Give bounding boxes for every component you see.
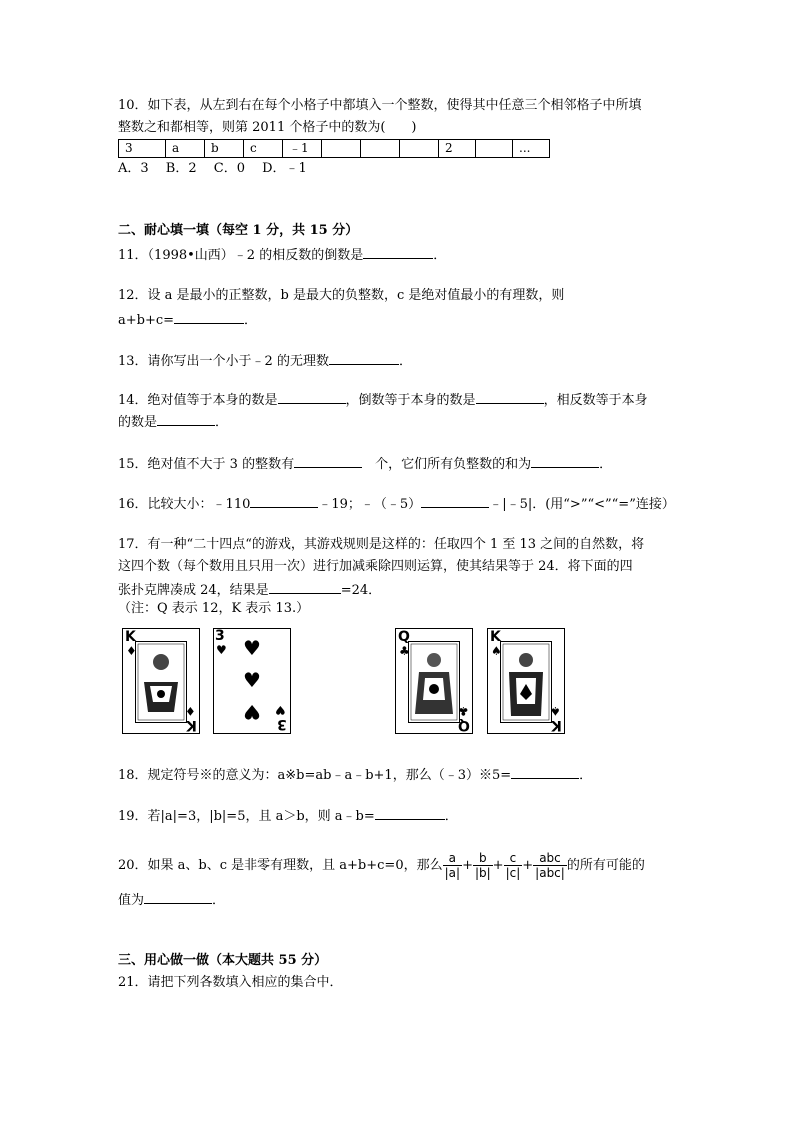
q11: 11．（1998•山西）﹣2 的相反数的倒数是 ． [118,245,446,265]
answer-blank[interactable] [278,390,346,404]
section2-heading: 二、耐心填一填（每空 1 分，共 15 分） [118,223,359,238]
face-card-figure [135,641,187,723]
table-cell: 2 [439,140,476,158]
playing-card-queen-clubs: Q ♣ ♣ Q [395,628,473,734]
q17-line3: 张扑克牌凑成 24，结果是 =24． [118,580,381,600]
answer-blank[interactable] [511,765,579,779]
heart-icon: ♥ [275,703,286,717]
playing-card-king-spades: K ♠ ♠ K [487,628,565,734]
q18: 18．规定符号※的意义为：a※b=ab﹣a﹣b+1，那么（﹣3）※5= ． [118,765,592,785]
q13: 13．请你写出一个小于﹣2 的无理数 ． [118,351,412,371]
table-cell: b [205,140,244,158]
q10-line1: 10．如下表，从左到右在每个小格子中都填入一个整数，使得其中任意三个相邻格子中所填 [118,98,642,113]
heart-icon: ♥ [243,636,261,660]
fraction: $\frac{b}{|b|}$ [474,851,491,880]
q20-line1: 20．如果 a、b、c 是非零有理数，且 a+b+c=0，那么 $\frac{a}{|a|}$ + $\frac{b}{|b|}$ + $\frac{c}{|c|}$ + $\frac{\text{abc}}{\text{|abc|}}$ 的所有可能的 [118,851,645,880]
face-card-figure [500,641,552,723]
fraction: $\frac{a}{|a|}$ [444,851,461,880]
face-card-figure [408,641,460,723]
answer-blank[interactable] [421,494,489,508]
q14-line1: 14．绝对值等于本身的数是 ，倒数等于本身的数是 ，相反数等于本身 [118,390,648,410]
q17-line1: 17．有一种“二十四点“的游戏，其游戏规则是这样的：任取四个 1 至 13 之间的自然数，将 [118,537,645,552]
heart-icon: ♥ [243,700,261,724]
answer-blank[interactable] [250,494,318,508]
spade-icon: ♠ [491,644,502,658]
q16: 16．比较大小：﹣110 ﹣19；﹣（﹣5） ﹣|﹣5|．(用“>”“<”“=”连接） [118,494,675,514]
answer-blank[interactable] [375,806,445,820]
playing-card-three-hearts: 3 ♥ ♥ ♥ ♥ ♥ 3 [213,628,289,732]
table-cell: ... [513,140,550,158]
q10-options: A．3 B．2 C．0 D．﹣1 [118,161,307,176]
table-cell: c [244,140,283,158]
fraction: $\frac{\text{abc}}{\text{|abc|}}$ [535,851,565,880]
answer-blank[interactable] [269,580,341,594]
answer-blank[interactable] [531,454,599,468]
q12-line1: 12．设 a 是最小的正整数，b 是最大的负整数，c 是绝对值最小的有理数，则 [118,288,565,303]
club-icon: ♣ [458,704,469,718]
diamond-icon: ♦ [126,644,137,658]
q10-line2: 整数之和都相等，则第 2011 个格子中的数为( ) [118,120,417,135]
q14-line2: 的数是 ． [118,412,228,432]
table-cell [361,140,400,158]
q19: 19．若|a|=3，|b|=5，且 a＞b，则 a﹣b= ． [118,806,458,826]
answer-blank[interactable] [363,245,433,259]
answer-blank[interactable] [174,310,244,324]
answer-blank[interactable] [329,351,399,365]
table-cell [400,140,439,158]
playing-card-king-diamonds: K ♦ ♦ K [122,628,200,734]
section3-heading: 三、用心做一做（本大题共 55 分） [118,953,328,968]
answer-blank[interactable] [294,454,362,468]
q10-number-table [118,139,550,158]
answer-blank[interactable] [476,390,544,404]
q17-line2: 这四个数（每个数用且只用一次）进行加减乘除四则运算，使其结果等于 24．将下面的四 [118,559,633,574]
q17-note: （注：Q 表示 12，K 表示 13.） [118,601,310,616]
q20-line2: 值为 ． [118,890,225,910]
fraction: $\frac{c}{|c|}$ [505,851,521,880]
q11-text: 11．（1998•山西）﹣2 的相反数的倒数是 [118,248,364,263]
heart-icon: ♥ [243,668,261,692]
answer-blank[interactable] [157,412,215,426]
heart-icon: ♥ [216,643,227,657]
spade-icon: ♠ [550,704,561,718]
diamond-icon: ♦ [185,704,196,718]
club-icon: ♣ [399,644,410,658]
table-cell [322,140,361,158]
q15: 15．绝对值不大于 3 的整数有 个，它们所有负整数的和为 ． [118,454,612,474]
table-cell: ﹣1 [283,140,322,158]
answer-blank[interactable] [144,890,212,904]
table-cell: 3 [119,140,166,158]
q12-line2: a+b+c= ． [118,310,257,330]
table-cell: a [166,140,205,158]
q21-text: 21．请把下列各数填入相应的集合中． [118,975,343,990]
table-cell [476,140,513,158]
